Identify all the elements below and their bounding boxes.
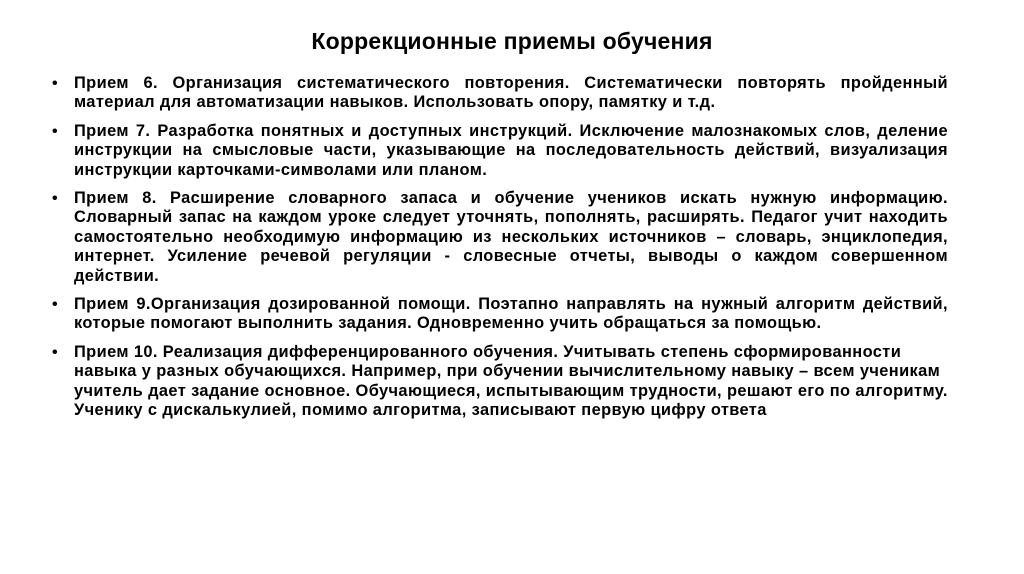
list-item [52, 189, 948, 286]
list-item-text: Прием 8. Расширение словарного запаса и обучение учеников искать нужную информацию. Словарный запас на каждом уроке следует уточнять, пополнять, расширять. Педагог учит находить самостоятельно необходимую информацию из нескольких источников – словарь, энциклопедия, интернет. Усиление речевой регуляции - словесные отчеты, выводы о каждом совершенном действии. [74, 189, 948, 285]
list-item-text: Прием 9.Организация дозированной помощи. Поэтапно направлять на нужный алгоритм действий, которые помогают выполнить задания. Одновременно учить обращаться за помощью. [74, 295, 948, 333]
list-item-text: Прием 7. Разработка понятных и доступных инструкций. Исключение малознакомых слов, деление инструкции на смысловые части, указывающие на последовательность действий, визуализация инструкции карточками-символами или планом. [74, 121, 948, 179]
list-item-text: Прием 10. Реализация дифференцированного обучения. Учитывать степень сформированности навыка у разных обучающихся. Например, при обучении вычислительному навыку – всем ученикам учитель дает задание основное. Обучающиеся, испытывающим трудности, решают его по алгоритму. Ученику с дискалькулией, помимо алгоритма, записывают первую цифру ответа [74, 342, 948, 420]
list-item [52, 122, 948, 180]
list-item [52, 343, 948, 421]
bullet-icon: • [52, 343, 59, 361]
list-item [52, 74, 948, 113]
list-item-text: Прием 6. Организация систематического повторения. Систематически повторять пройденный материал для автоматизации навыков. Использовать опору, памятку и т.д. [74, 74, 948, 112]
bullet-list [52, 74, 948, 430]
bullet-icon: • [52, 190, 59, 208]
list-item [52, 295, 948, 334]
bullet-icon: • [52, 75, 59, 92]
slide-title: Коррекционные приемы обучения [311, 28, 713, 54]
bullet-icon: • [52, 122, 59, 140]
bullet-icon: • [52, 296, 59, 314]
